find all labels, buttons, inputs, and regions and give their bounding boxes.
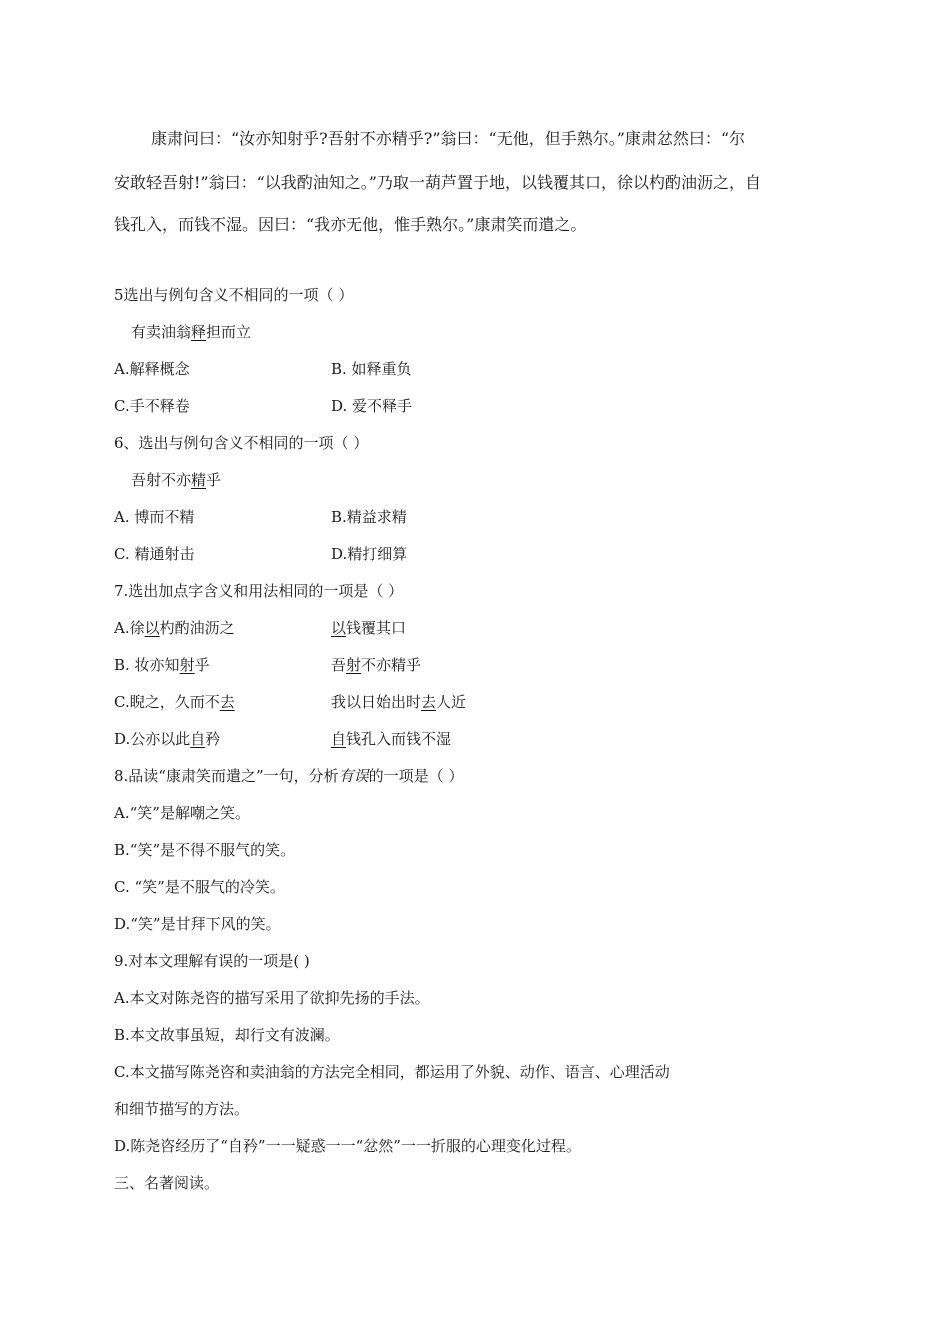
q7-d-right-underlined: 自: [331, 730, 347, 748]
q7-b-left-pre: B. 妆亦知: [114, 656, 180, 674]
q5-option-a: A.解释概念: [114, 360, 190, 378]
q9-option-d: D.陈尧咨经历了“自矜”一一疑惑一一“忿然”一一折服的心理变化过程。: [114, 1137, 581, 1155]
q7-option-d-right: [323, 729, 451, 749]
q7-option-a-left: [114, 618, 235, 638]
q7-stem: 7.选出加点字含义和用法相同的一项是（ ）: [114, 582, 404, 600]
q5-stem: 5选出与例句含义不相同的一项（ ）: [114, 286, 354, 304]
q6-stem: 6、选出与例句含义不相同的一项（ ）: [114, 434, 369, 452]
q7-b-left-underlined: 射: [179, 656, 195, 674]
q7-d-right-post: 钱孔入而钱不湿: [346, 730, 452, 748]
passage-line-2: 安敢轻吾射!”翁曰：“以我酌油知之。”乃取一葫芦置于地，以钱覆其口，徐以杓酌油沥之，自: [114, 173, 761, 192]
q7-c-right-post: 人近: [436, 693, 467, 711]
q5-option-b: B. 如释重负: [331, 360, 412, 378]
q7-a-right-post: 钱覆其口: [346, 619, 407, 637]
q7-b-right-pre: 吾: [331, 656, 347, 674]
q7-b-left-post: 乎: [194, 656, 210, 674]
q7-b-right-underlined: 射: [346, 656, 362, 674]
q6-example-underlined: 精: [191, 471, 207, 489]
q7-a-left-pre: A.徐: [114, 619, 145, 637]
q7-option-b-right: [331, 655, 421, 675]
q5-example-post: 担而立: [206, 323, 252, 341]
q9-option-b: B.本文故事虽短，却行文有波澜。: [114, 1026, 340, 1044]
q5-example-pre: 有卖油翁: [131, 323, 192, 341]
q5-option-d: D. 爱不释手: [331, 397, 413, 415]
q7-c-left-pre: C.睨之，久而不: [114, 693, 220, 711]
q7-c-left-underlined: 去: [219, 693, 235, 711]
q7-b-right-post: 不亦精乎: [361, 656, 422, 674]
q7-option-d-left: [114, 729, 220, 749]
q7-a-left-underlined: 以: [144, 619, 160, 637]
passage-line-3: 钱孔入，而钱不湿。因曰：“我亦无他，惟手熟尔。”康肃笑而遣之。: [114, 215, 587, 234]
q6-option-b: B.精益求精: [331, 508, 407, 526]
q5-option-c: C.手不释卷: [114, 397, 190, 415]
q8-option-c: C. “笑”是不服气的冷笑。: [114, 878, 285, 896]
q6-example: [131, 470, 221, 490]
q7-c-right-underlined: 去: [421, 693, 437, 711]
q6-example-pre: 吾射不亦: [131, 471, 192, 489]
q8-stem-pre: 8.品读“康肃笑而遣之”一句，分析: [114, 767, 339, 785]
q5-example: [131, 322, 251, 342]
q7-c-right-pre: 我以日始出时: [331, 693, 422, 711]
q9-option-a: A.本文对陈尧咨的描写采用了欲抑先扬的手法。: [114, 989, 430, 1007]
q9-stem: 9.对本文理解有误的一项是( ): [114, 952, 310, 970]
q7-option-b-left: [114, 655, 210, 675]
q5-example-underlined: 释: [191, 323, 207, 341]
q7-option-a-right: [331, 618, 406, 638]
q7-option-c-right: [331, 692, 466, 712]
q9-option-c-line-1: C.本文描写陈尧咨和卖油翁的方法完全相同，都运用了外貌、动作、语言、心理活动: [114, 1063, 670, 1081]
q6-example-post: 乎: [206, 471, 222, 489]
q8-option-b: B.“笑”是不得不服气的笑。: [114, 841, 296, 859]
q7-a-right-underlined: 以: [331, 619, 347, 637]
q6-option-a: A. 博而不精: [114, 508, 195, 526]
q8-stem-emphasis: 有误: [338, 767, 369, 785]
q7-d-left-pre: D.公亦以此: [114, 730, 191, 748]
q6-option-c: C. 精通射击: [114, 545, 195, 563]
q6-option-d: D.精打细算: [331, 545, 408, 563]
q8-option-a: A.“笑”是解嘲之笑。: [114, 804, 250, 822]
q7-option-c-left: [114, 692, 235, 712]
passage-line-1: 康肃问曰：“汝亦知射乎?吾射不亦精乎?”翁曰：“无他，但手熟尔。”康肃忿然曰：“尔: [151, 129, 746, 148]
q8-stem: [114, 766, 463, 786]
section-3-heading: 三、名著阅读。: [114, 1174, 220, 1192]
q7-a-left-post: 杓酌油沥之: [159, 619, 235, 637]
q9-option-c-line-2: 和细节描写的方法。: [114, 1100, 250, 1118]
q7-d-left-post: 矜: [205, 730, 221, 748]
q8-stem-post: 的一项是（ ）: [368, 767, 464, 785]
q7-d-left-underlined: 自: [190, 730, 206, 748]
q8-option-d: D.“笑”是甘拜下风的笑。: [114, 915, 281, 933]
